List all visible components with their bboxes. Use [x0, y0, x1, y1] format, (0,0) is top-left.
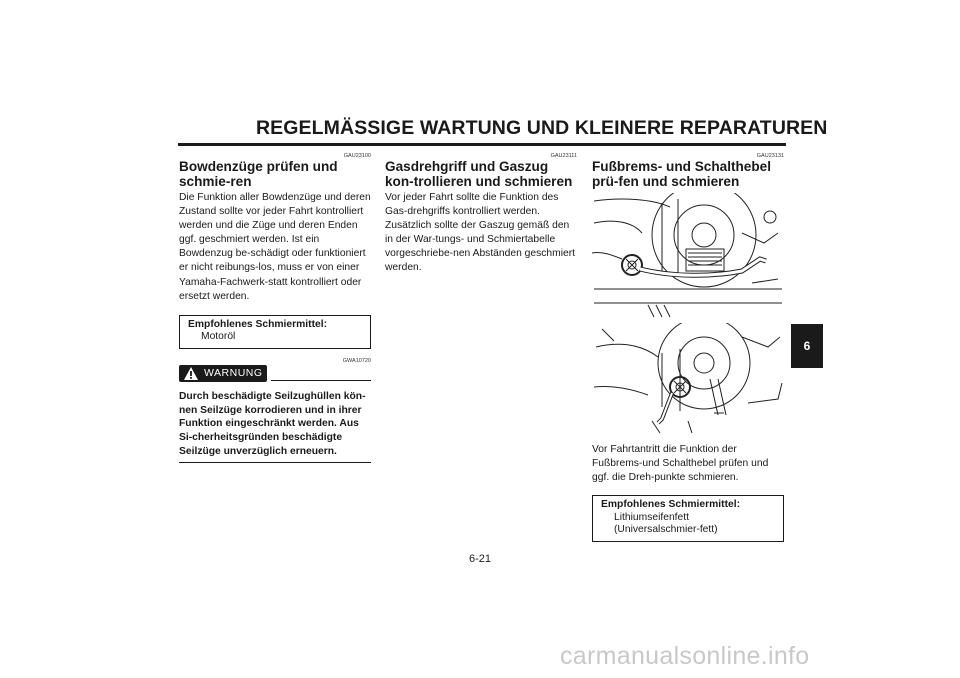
section-code: GAU23100: [343, 153, 371, 159]
warning-label: WARNUNG: [204, 366, 263, 379]
warning-code: GWA10720: [342, 357, 371, 364]
section-fussbremse: [592, 152, 784, 542]
brake-pedal-illustration: [592, 193, 784, 321]
shift-lever-illustration: [592, 323, 784, 435]
lubricant-box-value: Lithiumseifenfett (Universalschmier-fett): [614, 511, 718, 536]
warning-rule: [271, 380, 371, 381]
warning-text: Durch beschädigte Seilzughüllen kön-nen Seilzüge korrodieren und in ihrer Funktion eingeschränkt werden. Aus Si-cherheitsgründen beschädigte Seilzüge unverzüglich erneuern.: [179, 390, 366, 457]
section-body: Die Funktion aller Bowdenzüge und deren Zustand sollte vor jeder Fahrt kontrolliert werden und die Züge und deren Enden ggf. geschmiert werden. Ist ein Bowdenzug be-schädigt oder funktioniert er nicht reibungs-los, muss er von einer Yamaha-Fachwerk-statt kontrolliert oder ersetzt werden.: [179, 192, 371, 302]
warning-badge: [179, 365, 267, 382]
warning-triangle-icon: [183, 366, 199, 381]
title-rule: [178, 143, 786, 146]
section-code: GAU23111: [550, 153, 577, 159]
chapter-tab: 6: [791, 324, 823, 368]
warning-bottom-rule: [179, 462, 371, 463]
section-heading: Gasdrehgriff und Gaszug kon-trollieren und schmieren: [385, 159, 573, 189]
section-body: Vor Fahrtantritt die Funktion der Fußbrems-und Schalthebel prüfen und ggf. die Dreh-punkte schmieren.: [592, 444, 769, 484]
lubricant-box-title: Empfohlenes Schmiermittel:: [188, 318, 328, 330]
warning-header: [179, 365, 371, 387]
lubricant-box-title: Empfohlenes Schmiermittel:: [601, 499, 741, 511]
section-gasdrehgriff: [385, 152, 577, 276]
section-bowdenzuege: [179, 152, 371, 463]
section-heading: Bowdenzüge prüfen und schmie-ren: [179, 159, 338, 189]
lubricant-box-value: Motoröl: [201, 331, 236, 343]
section-heading: Fußbrems- und Schalthebel prü-fen und schmieren: [592, 159, 772, 189]
section-body: Vor jeder Fahrt sollte die Funktion des Gas-drehgriffs kontrolliert werden. Zusätzlich sollte der Gaszug gemäß den in der War-tungs- und Schmiertabelle vorgeschriebe-nen Abständen geschmiert werden.: [385, 192, 576, 274]
section-code: GAU23131: [756, 153, 784, 159]
page-number: 6-21: [468, 553, 492, 565]
watermark: carmanualsonline.info: [560, 642, 810, 670]
lubricant-box: [592, 495, 784, 542]
page-title: REGELMÄSSIGE WARTUNG UND KLEINERE REPARATUREN: [256, 117, 828, 139]
lubricant-box: [179, 315, 371, 349]
